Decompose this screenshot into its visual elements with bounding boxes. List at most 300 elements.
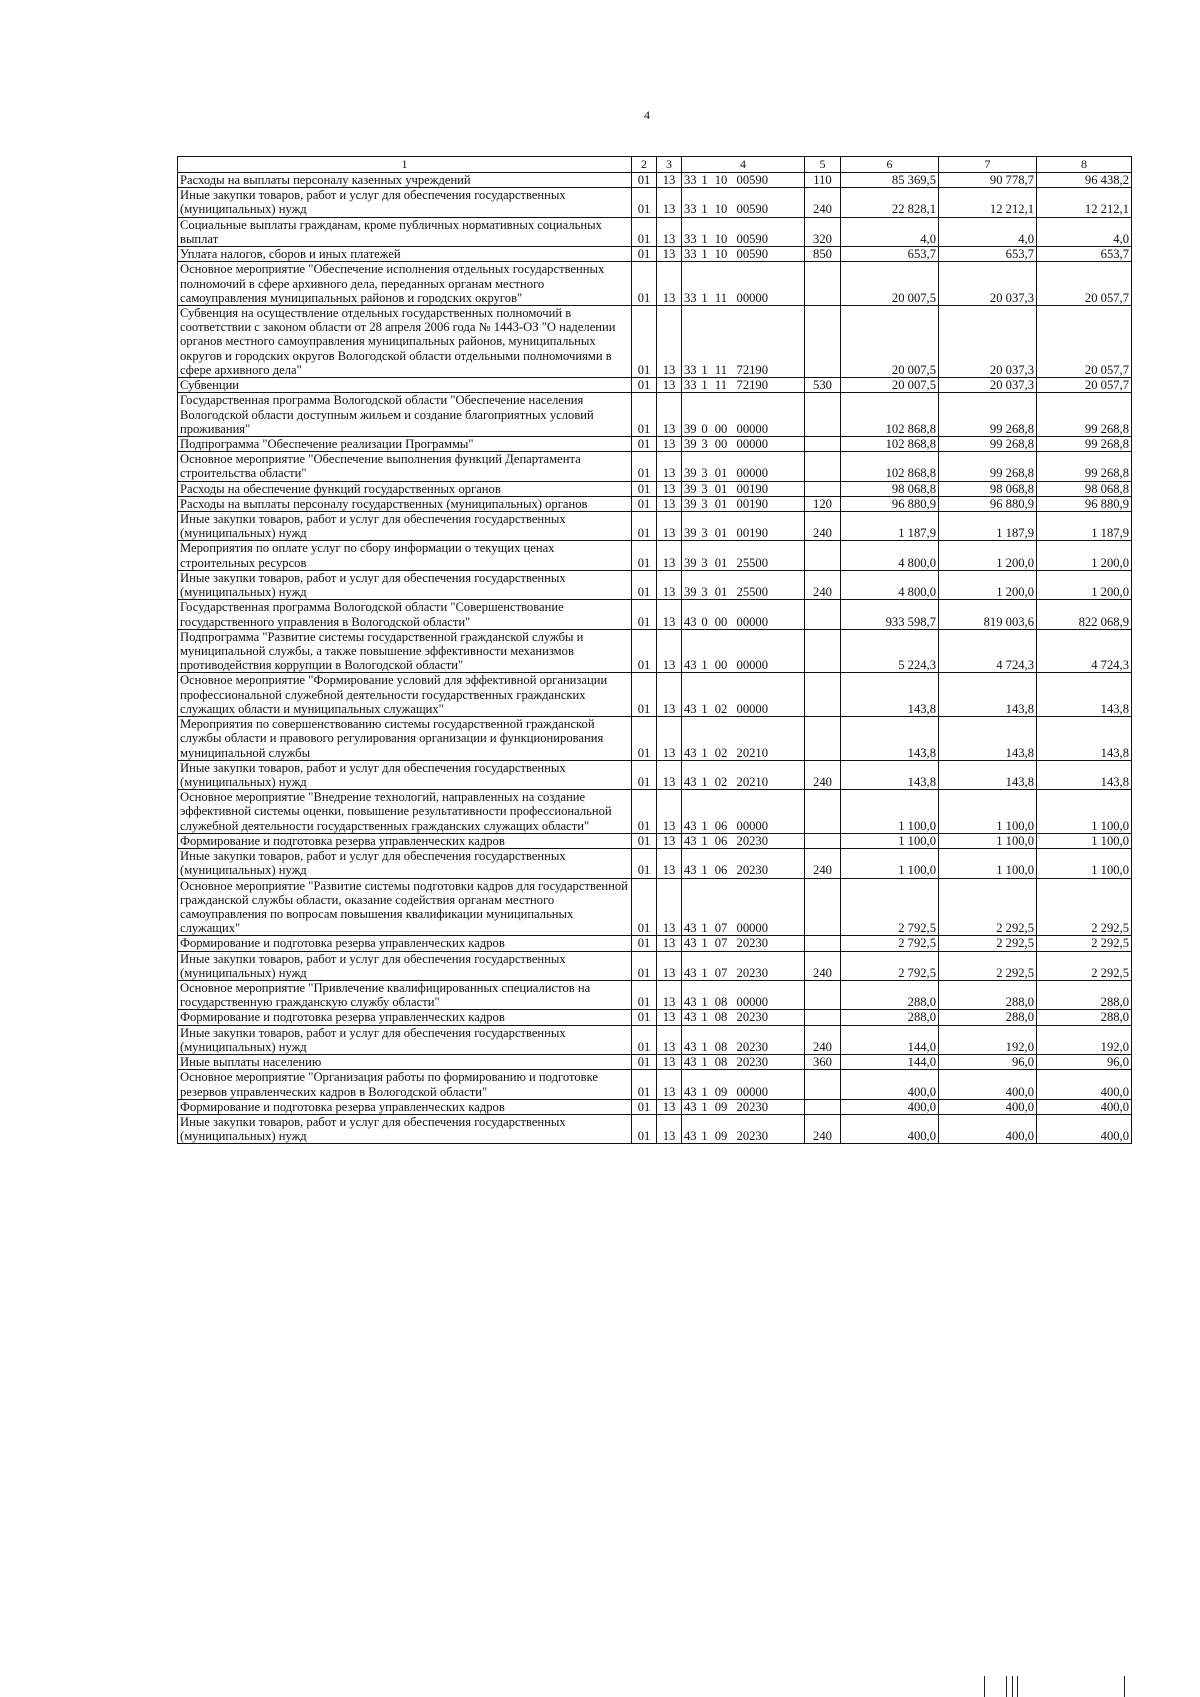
expense-type-code: 240 xyxy=(805,1025,841,1054)
target-article-code xyxy=(682,673,805,717)
target-article-code xyxy=(682,600,805,629)
subsection-code: 13 xyxy=(657,436,682,451)
expense-type-code xyxy=(805,629,841,673)
table-row xyxy=(178,393,1132,437)
amount-col-6: 4,0 xyxy=(841,217,939,246)
target-article-code xyxy=(682,717,805,761)
program-code: 33 xyxy=(684,290,697,305)
table-row xyxy=(178,981,1132,1010)
table-row xyxy=(178,878,1132,936)
target-article-code xyxy=(682,849,805,878)
amount-col-8: 2 292,5 xyxy=(1037,936,1132,951)
target-article-code xyxy=(682,1099,805,1114)
section-code: 01 xyxy=(632,570,657,599)
row-name: Формирование и подготовка резерва управленческих кадров xyxy=(178,833,632,848)
row-name: Иные закупки товаров, работ и услуг для обеспечения государственных (муниципальных) нужд xyxy=(178,849,632,878)
section-code: 01 xyxy=(632,717,657,761)
direction-code: 20230 xyxy=(736,965,768,980)
event-code: 10 xyxy=(714,173,728,187)
direction-code: 00000 xyxy=(736,421,768,436)
table-row xyxy=(178,378,1132,393)
subsection-code: 13 xyxy=(657,600,682,629)
amount-col-6: 288,0 xyxy=(841,1010,939,1025)
table-row xyxy=(178,541,1132,570)
amount-col-7: 4 724,3 xyxy=(939,629,1037,673)
row-name: Иные закупки товаров, работ и услуг для обеспечения государственных (муниципальных) нужд xyxy=(178,188,632,217)
direction-code: 00000 xyxy=(736,290,768,305)
amount-col-6: 102 868,8 xyxy=(841,393,939,437)
subprogram-code: 1 xyxy=(701,863,708,878)
program-code: 33 xyxy=(684,362,697,377)
amount-col-7: 288,0 xyxy=(939,1010,1037,1025)
table-row xyxy=(178,570,1132,599)
expense-type-code: 240 xyxy=(805,951,841,980)
row-name: Основное мероприятие "Развитие системы подготовки кадров для государственной гражданской службы области, оказание содействия органам местного самоуправления по вопросам повышения квалификации муниципальных служащих" xyxy=(178,878,632,936)
subsection-code: 13 xyxy=(657,570,682,599)
amount-col-8: 192,0 xyxy=(1037,1025,1132,1054)
amount-col-6: 143,8 xyxy=(841,760,939,789)
direction-code: 20230 xyxy=(736,1129,768,1144)
amount-col-7: 99 268,8 xyxy=(939,393,1037,437)
row-name: Расходы на обеспечение функций государственных органов xyxy=(178,481,632,496)
direction-code: 20230 xyxy=(736,1099,768,1114)
amount-col-8: 20 057,7 xyxy=(1037,262,1132,306)
budget-table xyxy=(177,156,1132,1144)
scan-mark xyxy=(1017,1676,1018,1697)
amount-col-8: 99 268,8 xyxy=(1037,436,1132,451)
scan-mark xyxy=(1006,1676,1007,1697)
target-article-code xyxy=(682,936,805,951)
event-code: 01 xyxy=(714,496,728,511)
target-article-code xyxy=(682,1115,805,1144)
event-code: 11 xyxy=(714,362,728,377)
subsection-code: 13 xyxy=(657,936,682,951)
target-article-code xyxy=(682,512,805,541)
column-header: 1 xyxy=(178,157,632,173)
amount-col-6: 400,0 xyxy=(841,1099,939,1114)
subsection-code: 13 xyxy=(657,1055,682,1070)
subprogram-code: 1 xyxy=(701,818,708,833)
target-article-code xyxy=(682,393,805,437)
amount-col-7: 1 100,0 xyxy=(939,849,1037,878)
table-row xyxy=(178,833,1132,848)
row-name: Формирование и подготовка резерва управленческих кадров xyxy=(178,1010,632,1025)
section-code: 01 xyxy=(632,393,657,437)
event-code: 02 xyxy=(714,774,728,789)
direction-code: 00000 xyxy=(736,1084,768,1099)
section-code: 01 xyxy=(632,173,657,188)
direction-code: 00590 xyxy=(736,247,768,262)
amount-col-8: 822 068,9 xyxy=(1037,600,1132,629)
target-article-code xyxy=(682,1055,805,1070)
expense-type-code: 850 xyxy=(805,247,841,262)
expense-type-code xyxy=(805,717,841,761)
amount-col-6: 4 800,0 xyxy=(841,541,939,570)
direction-code: 20210 xyxy=(736,745,768,760)
table-row xyxy=(178,452,1132,481)
expense-type-code xyxy=(805,936,841,951)
amount-col-7: 400,0 xyxy=(939,1099,1037,1114)
subsection-code: 13 xyxy=(657,541,682,570)
subprogram-code: 1 xyxy=(701,231,708,246)
amount-col-8: 20 057,7 xyxy=(1037,378,1132,393)
table-row xyxy=(178,1070,1132,1099)
amount-col-7: 99 268,8 xyxy=(939,452,1037,481)
subprogram-code: 1 xyxy=(701,995,708,1010)
amount-col-7: 99 268,8 xyxy=(939,436,1037,451)
target-article-code xyxy=(682,1010,805,1025)
amount-col-8: 4,0 xyxy=(1037,217,1132,246)
event-code: 10 xyxy=(714,202,728,217)
amount-col-6: 143,8 xyxy=(841,717,939,761)
subsection-code: 13 xyxy=(657,1010,682,1025)
row-name: Субвенция на осуществление отдельных государственных полномочий в соответствии с законом области от 28 апреля 2006 года № 1443-ОЗ "О наделении органов местного самоуправления муниципальных районов, муниципальных округов и городских округов Вологодской области отдельными полномочиями в сфере архивного дела" xyxy=(178,305,632,377)
program-code: 39 xyxy=(684,496,697,511)
amount-col-7: 653,7 xyxy=(939,247,1037,262)
event-code: 07 xyxy=(714,936,728,951)
event-code: 11 xyxy=(714,290,728,305)
expense-type-code: 240 xyxy=(805,1115,841,1144)
row-name: Иные закупки товаров, работ и услуг для обеспечения государственных (муниципальных) нужд xyxy=(178,1025,632,1054)
event-code: 07 xyxy=(714,965,728,980)
row-name: Иные закупки товаров, работ и услуг для обеспечения государственных (муниципальных) нужд xyxy=(178,760,632,789)
amount-col-8: 288,0 xyxy=(1037,981,1132,1010)
subprogram-code: 1 xyxy=(701,701,708,716)
event-code: 10 xyxy=(714,247,728,262)
amount-col-6: 5 224,3 xyxy=(841,629,939,673)
target-article-code xyxy=(682,173,805,188)
subprogram-code: 1 xyxy=(701,202,708,217)
amount-col-7: 819 003,6 xyxy=(939,600,1037,629)
expense-type-code xyxy=(805,481,841,496)
row-name: Основное мероприятие "Обеспечение выполнения функций Департамента строительства области" xyxy=(178,452,632,481)
expense-type-code xyxy=(805,1070,841,1099)
target-article-code xyxy=(682,305,805,377)
amount-col-7: 96 880,9 xyxy=(939,496,1037,511)
section-code: 01 xyxy=(632,936,657,951)
section-code: 01 xyxy=(632,981,657,1010)
row-name: Иные закупки товаров, работ и услуг для обеспечения государственных (муниципальных) нужд xyxy=(178,570,632,599)
subprogram-code: 1 xyxy=(701,378,708,393)
table-row xyxy=(178,436,1132,451)
amount-col-7: 400,0 xyxy=(939,1070,1037,1099)
table-row xyxy=(178,600,1132,629)
row-name: Государственная программа Вологодской области "Совершенствование государственного управления в Вологодской области" xyxy=(178,600,632,629)
column-header: 6 xyxy=(841,157,939,173)
section-code: 01 xyxy=(632,1115,657,1144)
direction-code: 25500 xyxy=(736,555,768,570)
expense-type-code: 240 xyxy=(805,188,841,217)
table-row xyxy=(178,1010,1132,1025)
subsection-code: 13 xyxy=(657,217,682,246)
amount-col-7: 2 292,5 xyxy=(939,878,1037,936)
direction-code: 20230 xyxy=(736,1055,768,1070)
subprogram-code: 1 xyxy=(701,921,708,936)
program-code: 43 xyxy=(684,1084,697,1099)
program-code: 39 xyxy=(684,526,697,541)
direction-code: 00590 xyxy=(736,202,768,217)
target-article-code xyxy=(682,262,805,306)
amount-col-7: 20 037,3 xyxy=(939,262,1037,306)
section-code: 01 xyxy=(632,217,657,246)
subprogram-code: 3 xyxy=(701,585,708,600)
program-code: 43 xyxy=(684,1055,697,1070)
section-code: 01 xyxy=(632,512,657,541)
subsection-code: 13 xyxy=(657,262,682,306)
event-code: 06 xyxy=(714,818,728,833)
column-header: 3 xyxy=(657,157,682,173)
section-code: 01 xyxy=(632,833,657,848)
table-row xyxy=(178,936,1132,951)
table-row xyxy=(178,496,1132,511)
amount-col-6: 102 868,8 xyxy=(841,436,939,451)
section-code: 01 xyxy=(632,481,657,496)
subprogram-code: 1 xyxy=(701,745,708,760)
amount-col-6: 143,8 xyxy=(841,673,939,717)
program-code: 43 xyxy=(684,658,697,673)
subprogram-code: 3 xyxy=(701,496,708,511)
event-code: 08 xyxy=(714,1010,728,1025)
subsection-code: 13 xyxy=(657,173,682,188)
subsection-code: 13 xyxy=(657,305,682,377)
row-name: Иные закупки товаров, работ и услуг для обеспечения государственных (муниципальных) нужд xyxy=(178,951,632,980)
subsection-code: 13 xyxy=(657,1099,682,1114)
table-row xyxy=(178,262,1132,306)
amount-col-6: 20 007,5 xyxy=(841,305,939,377)
amount-col-8: 2 292,5 xyxy=(1037,878,1132,936)
table-row xyxy=(178,790,1132,834)
expense-type-code xyxy=(805,981,841,1010)
program-code: 43 xyxy=(684,818,697,833)
subprogram-code: 1 xyxy=(701,1084,708,1099)
direction-code: 00590 xyxy=(736,173,768,187)
target-article-code xyxy=(682,452,805,481)
amount-col-8: 96 438,2 xyxy=(1037,173,1132,188)
amount-col-6: 400,0 xyxy=(841,1115,939,1144)
section-code: 01 xyxy=(632,452,657,481)
amount-col-6: 22 828,1 xyxy=(841,188,939,217)
amount-col-8: 400,0 xyxy=(1037,1099,1132,1114)
expense-type-code: 110 xyxy=(805,173,841,188)
amount-col-7: 90 778,7 xyxy=(939,173,1037,188)
amount-col-7: 1 200,0 xyxy=(939,570,1037,599)
section-code: 01 xyxy=(632,247,657,262)
subprogram-code: 0 xyxy=(701,421,708,436)
expense-type-code xyxy=(805,600,841,629)
program-code: 39 xyxy=(684,585,697,600)
table-row xyxy=(178,849,1132,878)
expense-type-code xyxy=(805,305,841,377)
amount-col-8: 1 200,0 xyxy=(1037,541,1132,570)
direction-code: 00000 xyxy=(736,614,768,629)
subsection-code: 13 xyxy=(657,393,682,437)
row-name: Основное мероприятие "Формирование условий для эффективной организации профессиональной служебной деятельности государственных гражданских служащих области и муниципальных служащих" xyxy=(178,673,632,717)
section-code: 01 xyxy=(632,262,657,306)
amount-col-7: 1 187,9 xyxy=(939,512,1037,541)
amount-col-7: 4,0 xyxy=(939,217,1037,246)
program-code: 43 xyxy=(684,745,697,760)
program-code: 43 xyxy=(684,701,697,716)
amount-col-8: 143,8 xyxy=(1037,673,1132,717)
subsection-code: 13 xyxy=(657,951,682,980)
amount-col-7: 400,0 xyxy=(939,1115,1037,1144)
subsection-code: 13 xyxy=(657,760,682,789)
amount-col-8: 98 068,8 xyxy=(1037,481,1132,496)
amount-col-6: 4 800,0 xyxy=(841,570,939,599)
amount-col-8: 653,7 xyxy=(1037,247,1132,262)
direction-code: 00000 xyxy=(736,921,768,936)
amount-col-6: 1 187,9 xyxy=(841,512,939,541)
amount-col-8: 143,8 xyxy=(1037,760,1132,789)
event-code: 01 xyxy=(714,526,728,541)
program-code: 39 xyxy=(684,421,697,436)
subsection-code: 13 xyxy=(657,673,682,717)
amount-col-7: 143,8 xyxy=(939,717,1037,761)
program-code: 33 xyxy=(684,247,697,262)
amount-col-6: 2 792,5 xyxy=(841,951,939,980)
amount-col-6: 933 598,7 xyxy=(841,600,939,629)
event-code: 11 xyxy=(714,378,728,393)
section-code: 01 xyxy=(632,1025,657,1054)
amount-col-6: 20 007,5 xyxy=(841,378,939,393)
expense-type-code: 360 xyxy=(805,1055,841,1070)
amount-col-8: 96 880,9 xyxy=(1037,496,1132,511)
section-code: 01 xyxy=(632,673,657,717)
amount-col-8: 143,8 xyxy=(1037,717,1132,761)
row-name: Социальные выплаты гражданам, кроме публичных нормативных социальных выплат xyxy=(178,217,632,246)
row-name: Иные закупки товаров, работ и услуг для обеспечения государственных (муниципальных) нужд xyxy=(178,512,632,541)
table-row xyxy=(178,481,1132,496)
amount-col-6: 2 792,5 xyxy=(841,936,939,951)
expense-type-code xyxy=(805,1099,841,1114)
program-code: 43 xyxy=(684,1010,697,1025)
amount-col-8: 1 100,0 xyxy=(1037,849,1132,878)
amount-col-7: 12 212,1 xyxy=(939,188,1037,217)
program-code: 43 xyxy=(684,995,697,1010)
expense-type-code: 320 xyxy=(805,217,841,246)
expense-type-code: 240 xyxy=(805,570,841,599)
amount-col-8: 1 187,9 xyxy=(1037,512,1132,541)
program-code: 33 xyxy=(684,231,697,246)
row-name: Мероприятия по оплате услуг по сбору информации о текущих ценах строительных ресурсов xyxy=(178,541,632,570)
section-code: 01 xyxy=(632,1010,657,1025)
section-code: 01 xyxy=(632,790,657,834)
row-name: Уплата налогов, сборов и иных платежей xyxy=(178,247,632,262)
table-row xyxy=(178,512,1132,541)
table-row xyxy=(178,760,1132,789)
section-code: 01 xyxy=(632,1070,657,1099)
program-code: 43 xyxy=(684,921,697,936)
event-code: 02 xyxy=(714,745,728,760)
subsection-code: 13 xyxy=(657,981,682,1010)
event-code: 09 xyxy=(714,1099,728,1114)
amount-col-7: 20 037,3 xyxy=(939,305,1037,377)
program-code: 43 xyxy=(684,774,697,789)
event-code: 01 xyxy=(714,555,728,570)
subsection-code: 13 xyxy=(657,833,682,848)
amount-col-6: 144,0 xyxy=(841,1025,939,1054)
event-code: 01 xyxy=(714,585,728,600)
expense-type-code xyxy=(805,262,841,306)
expense-type-code: 240 xyxy=(805,760,841,789)
event-code: 09 xyxy=(714,1084,728,1099)
table-row xyxy=(178,1115,1132,1144)
target-article-code xyxy=(682,378,805,393)
subprogram-code: 1 xyxy=(701,1039,708,1054)
amount-col-8: 1 200,0 xyxy=(1037,570,1132,599)
event-code: 06 xyxy=(714,833,728,848)
amount-col-7: 96,0 xyxy=(939,1055,1037,1070)
direction-code: 72190 xyxy=(736,378,768,393)
subprogram-code: 1 xyxy=(701,362,708,377)
program-code: 43 xyxy=(684,936,697,951)
event-code: 00 xyxy=(714,614,728,629)
program-code: 43 xyxy=(684,1099,697,1114)
subprogram-code: 1 xyxy=(701,1129,708,1144)
section-code: 01 xyxy=(632,305,657,377)
amount-col-6: 400,0 xyxy=(841,1070,939,1099)
expense-type-code: 240 xyxy=(805,512,841,541)
subsection-code: 13 xyxy=(657,790,682,834)
subprogram-code: 1 xyxy=(701,965,708,980)
section-code: 01 xyxy=(632,1099,657,1114)
amount-col-7: 1 100,0 xyxy=(939,790,1037,834)
subsection-code: 13 xyxy=(657,188,682,217)
event-code: 01 xyxy=(714,481,728,496)
target-article-code xyxy=(682,951,805,980)
direction-code: 00000 xyxy=(736,818,768,833)
row-name: Формирование и подготовка резерва управленческих кадров xyxy=(178,1099,632,1114)
direction-code: 20230 xyxy=(736,1010,768,1025)
direction-code: 00000 xyxy=(736,436,768,451)
amount-col-7: 2 292,5 xyxy=(939,936,1037,951)
direction-code: 00000 xyxy=(736,701,768,716)
column-header: 7 xyxy=(939,157,1037,173)
table-row xyxy=(178,305,1132,377)
subprogram-code: 0 xyxy=(701,614,708,629)
scan-mark xyxy=(1124,1676,1125,1697)
target-article-code xyxy=(682,541,805,570)
column-header: 2 xyxy=(632,157,657,173)
amount-col-7: 1 100,0 xyxy=(939,833,1037,848)
program-code: 39 xyxy=(684,466,697,481)
subsection-code: 13 xyxy=(657,1025,682,1054)
target-article-code xyxy=(682,217,805,246)
event-code: 06 xyxy=(714,863,728,878)
event-code: 00 xyxy=(714,421,728,436)
row-name: Основное мероприятие "Обеспечение исполнения отдельных государственных полномочий в сфере архивного дела, переданных органам местного самоуправления муниципальных районов и городских округов" xyxy=(178,262,632,306)
amount-col-8: 4 724,3 xyxy=(1037,629,1132,673)
section-code: 01 xyxy=(632,951,657,980)
amount-col-8: 20 057,7 xyxy=(1037,305,1132,377)
amount-col-6: 1 100,0 xyxy=(841,833,939,848)
program-code: 39 xyxy=(684,555,697,570)
subsection-code: 13 xyxy=(657,878,682,936)
amount-col-8: 400,0 xyxy=(1037,1070,1132,1099)
amount-col-7: 143,8 xyxy=(939,760,1037,789)
table-row xyxy=(178,1025,1132,1054)
event-code: 02 xyxy=(714,701,728,716)
expense-type-code xyxy=(805,1010,841,1025)
subsection-code: 13 xyxy=(657,629,682,673)
scan-mark xyxy=(984,1676,985,1697)
target-article-code xyxy=(682,878,805,936)
row-name: Иные закупки товаров, работ и услуг для обеспечения государственных (муниципальных) нужд xyxy=(178,1115,632,1144)
direction-code: 00190 xyxy=(736,496,768,511)
amount-col-6: 288,0 xyxy=(841,981,939,1010)
expense-type-code xyxy=(805,833,841,848)
amount-col-6: 96 880,9 xyxy=(841,496,939,511)
